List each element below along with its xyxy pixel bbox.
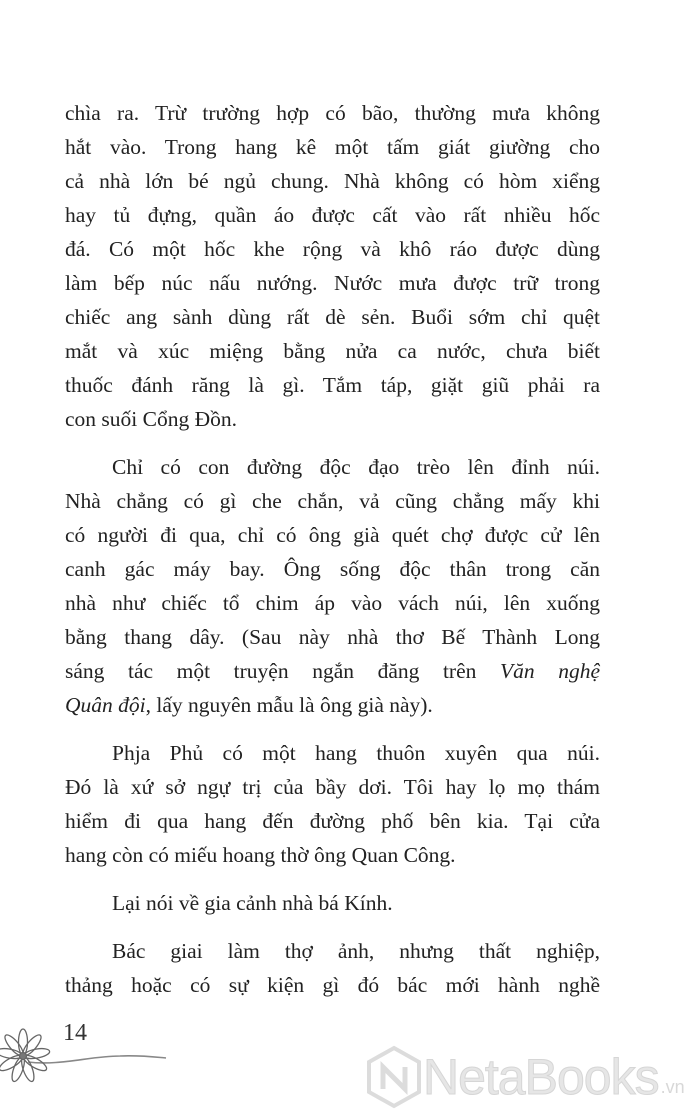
text-line: hiểm đi qua hang đến đường phố bên kia. Tại cửa: [65, 809, 600, 833]
text-line: [65, 654, 600, 688]
text-line: con suối Cổng Đồn.: [65, 407, 237, 431]
text-line: thảng hoặc có sự kiện gì đó bác mới hành nghề: [65, 973, 600, 997]
text-line: đá. Có một hốc khe rộng và khô ráo được dùng: [65, 237, 600, 261]
text-line: Nhà chẳng có gì che chắn, vả cũng chẳng mấy khi: [65, 489, 600, 513]
italic-title: Quân đội: [65, 693, 146, 717]
text-line: hang còn có miếu hoang thờ ông Quan Công.: [65, 843, 456, 867]
watermark: [365, 1045, 685, 1109]
text-segment: sáng tác một truyện ngắn đăng trên: [65, 659, 500, 683]
text-line: Đó là xứ sở ngự trị của bầy dơi. Tôi hay lọ mọ thám: [65, 775, 600, 799]
text-line: Bác giai làm thợ ảnh, nhưng thất nghiệp,: [112, 939, 600, 963]
text-line: làm bếp núc nấu nướng. Nước mưa được trữ trong: [65, 271, 600, 295]
text-line: chìa ra. Trừ trường hợp có bão, thường mưa không: [65, 101, 600, 125]
text-line: Lại nói về gia cảnh nhà bá Kính.: [112, 891, 393, 915]
text-line: hay tủ đựng, quần áo được cất vào rất nhiều hốc: [65, 203, 600, 227]
paragraph-1: [65, 96, 600, 436]
text-line: bằng thang dây. (Sau này nhà thơ Bế Thành Long: [65, 625, 600, 649]
page-number: 14: [63, 1020, 87, 1046]
text-segment: , lấy nguyên mẫu là ông già này).: [145, 693, 433, 717]
flower-ornament-icon: [0, 1020, 180, 1100]
text-line: nhà như chiếc tổ chim áp vào vách núi, lên xuống: [65, 591, 600, 615]
text-line: mắt và xúc miệng bằng nửa ca nước, chưa biết: [65, 339, 600, 363]
paragraph-2: [65, 450, 600, 722]
text-line: [65, 688, 600, 722]
text-line: hắt vào. Trong hang kê một tấm giát giường cho: [65, 135, 600, 159]
text-line: thuốc đánh răng là gì. Tắm táp, giặt giũ phải ra: [65, 373, 600, 397]
text-line: Chỉ có con đường độc đạo trèo lên đỉnh núi.: [112, 455, 600, 479]
watermark-name: NetaBooks: [423, 1049, 659, 1105]
text-line: cả nhà lớn bé ngủ chung. Nhà không có hòm xiểng: [65, 169, 600, 193]
text-line: chiếc ang sành dùng rất dè sẻn. Buổi sớm chỉ quệt: [65, 305, 600, 329]
text-line: canh gác máy bay. Ông sống độc thân trong căn: [65, 557, 600, 581]
page-body: [65, 96, 600, 1016]
paragraph-5: [65, 934, 600, 1002]
netabooks-logo-icon: [365, 1045, 423, 1109]
text-line: Phja Phủ có một hang thuôn xuyên qua núi.: [112, 741, 600, 765]
text-line: có người đi qua, chỉ có ông già quét chợ được cử lên: [65, 523, 600, 547]
watermark-tld: .vn: [660, 1076, 685, 1097]
paragraph-3: [65, 736, 600, 872]
paragraph-4: [65, 886, 600, 920]
italic-title: Văn nghệ: [499, 659, 600, 683]
